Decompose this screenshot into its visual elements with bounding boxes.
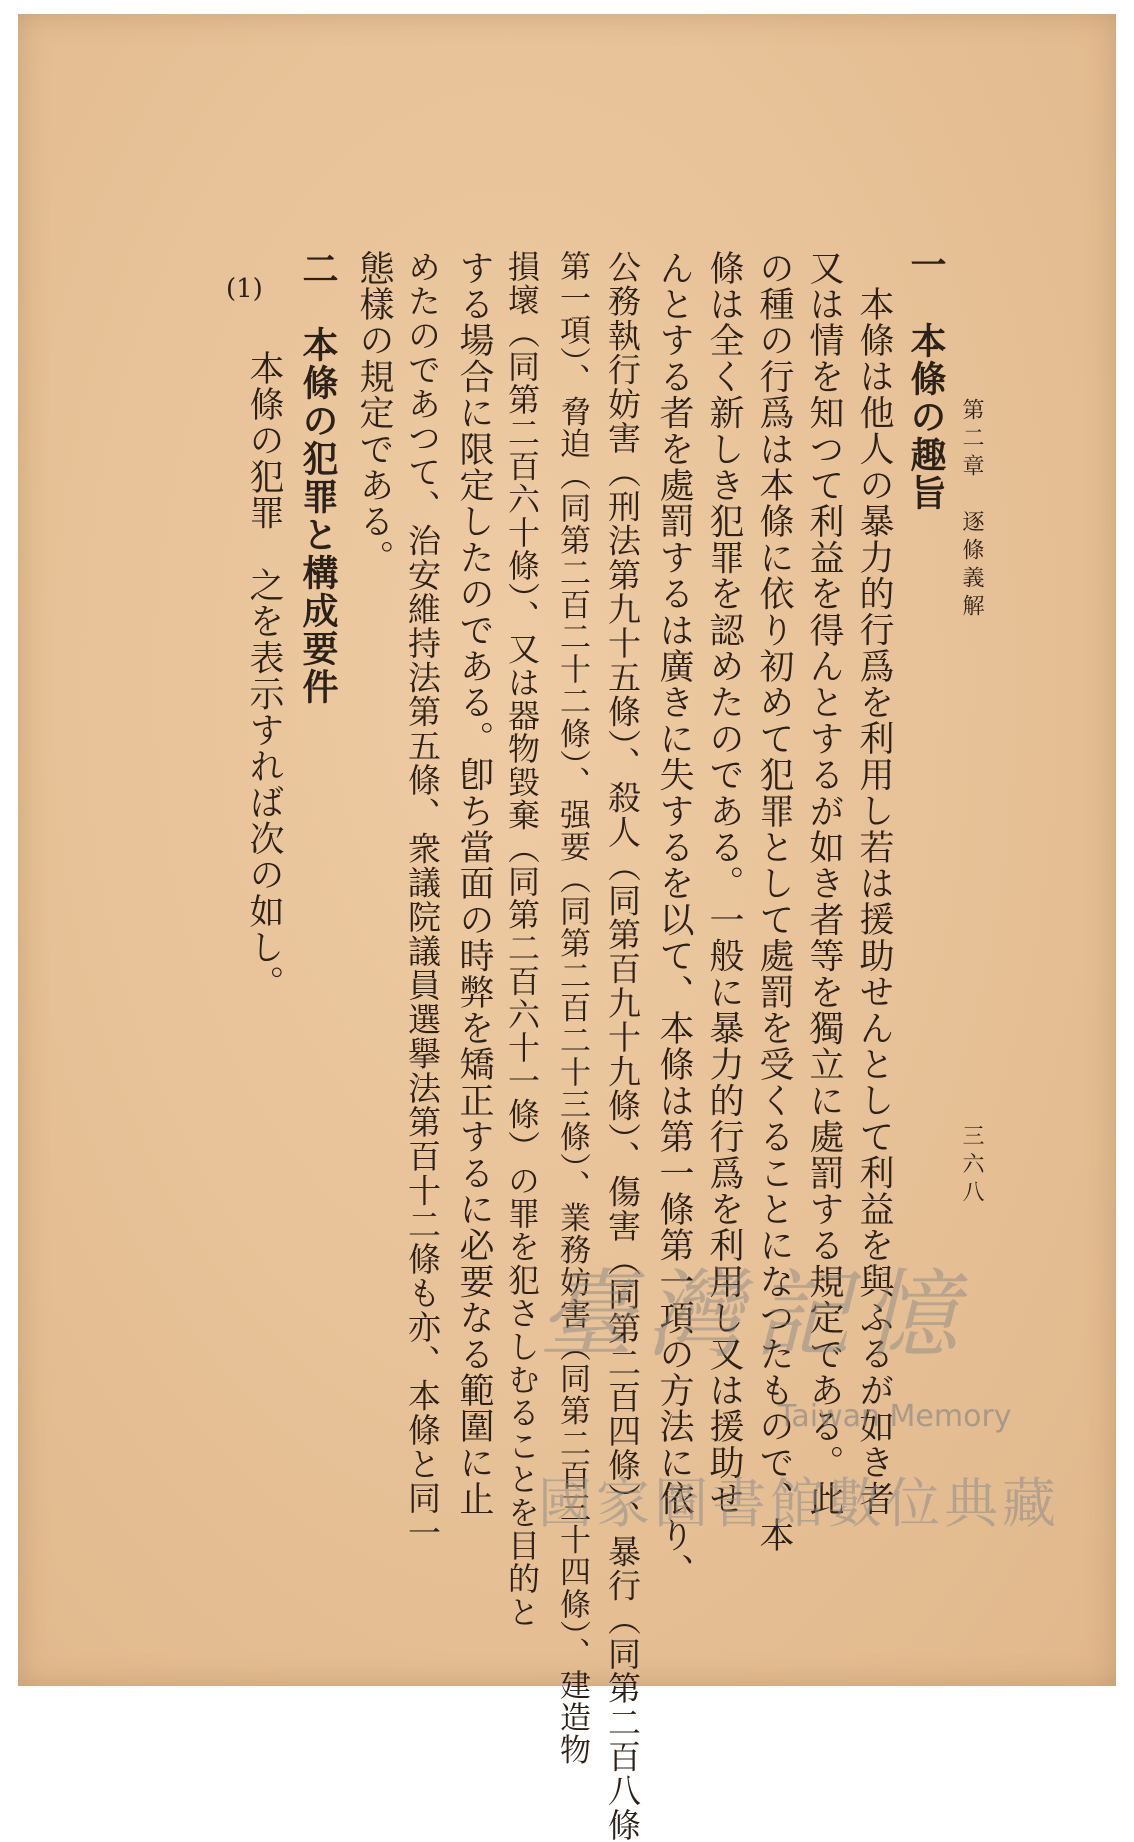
body-line	[554, 250, 590, 1766]
body-line-text: 公務執行妨害（刑法第九十五條）、殺人（同第百九十九條）、傷害（同第二百四條）、暴行（同第二百八條	[603, 250, 642, 1842]
body-line: 態樣の規定である。	[354, 250, 394, 576]
body-line-text: 損壞（同第二百六十條）、又は器物毀棄（同第二百六十一條）の罪を犯さしむることを目的と	[503, 250, 541, 1629]
body-line: の種の行爲は本條に依り初めて犯罪として處罰を受くることになつたもので、本	[754, 250, 794, 1554]
body-line: 又は情を知つて利益を得んとするが如き者等を獨立に處罰する規定である。此	[804, 250, 844, 1517]
section-1-heading: 一 本條の趣旨	[905, 246, 947, 512]
page-number: 三六八	[959, 1124, 984, 1208]
item-text: 本條の犯罪 之を表示すれば次の如し。	[244, 350, 284, 1002]
book-page	[18, 14, 1116, 1842]
item-number: (1)	[226, 274, 263, 304]
section-2-heading: 二 本條の犯罪と構成要件	[297, 250, 339, 706]
watermark-logo: 臺灣記憶	[538, 1259, 970, 1371]
watermark-english: Taiwan Memory	[778, 1399, 1012, 1434]
running-header-chapter: 第二章 逐條義解	[959, 398, 984, 622]
watermark-chinese: 國家圖書館數位典藏	[538, 1472, 1060, 1535]
body-line: めたのであつて、治安維持法第五條、衆議院議員選擧法第百十二條も亦、本條と同一	[403, 250, 442, 1550]
body-line	[603, 250, 642, 1842]
body-line	[503, 250, 541, 1629]
body-line: 條は全く新しき犯罪を認めたのである。一般に暴力的行爲を利用し又は援助せ	[704, 250, 744, 1517]
body-line-text: 第一項）、脅迫（同第二百二十二條）、强要（同第二百二十三條）、業務妨害（同第二百三十四條）、建造物	[554, 250, 590, 1766]
body-line: する場合に限定したのである。卽ち當面の時弊を矯正するに必要なる範圍に止	[454, 250, 494, 1517]
body-line: 本條は他人の暴力的行爲を利用し若は援助せんとして利益を與ふるが如き者	[854, 286, 894, 1517]
body-line: んとする者を處罰するは廣きに失するを以て、本條は第一條第一項の方法に依り、	[654, 250, 694, 1590]
